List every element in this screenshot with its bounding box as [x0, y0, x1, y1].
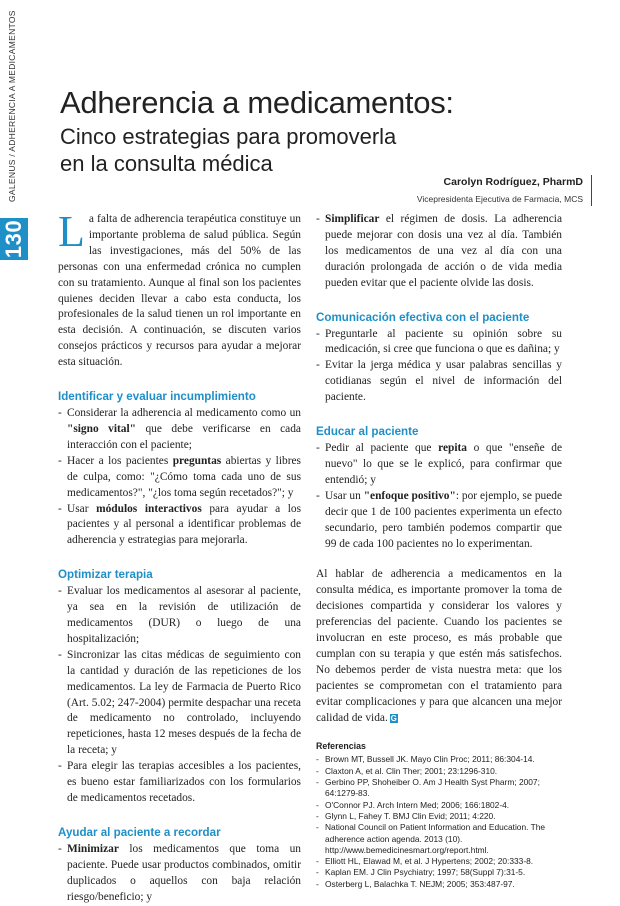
references-list — [316, 754, 562, 890]
reference-item: - Claxton A, et al. Clin Ther; 2001; 23:1296-310. — [316, 765, 498, 776]
intro-paragraph: La falta de adherencia terapéutica constituye un importante problema de salud pública. Según las investigaciones, más del 50% de las personas con una enfermedad crónica no cumplen con su tratamiento. Aunque al final son los pacientes quienes deciden llevar a cabo esta conducta, los profesionales de la salud tienen un rol importante en esta decisión. A continuación, se discuten varios consejos prácticos y recursos para ayudar a mejorar esta situación. — [58, 207, 301, 369]
page-number: 130 — [1, 219, 26, 259]
reference-item: - Osterberg L, Balachka T. NEJM; 2005; 353:487-97. — [316, 878, 515, 889]
list-item: - Evitar la jerga médica y usar palabras sencillas y cotidianas según el nivel de información del paciente. — [316, 359, 562, 404]
optimize-list — [58, 584, 301, 807]
list-item: - Evaluar los medicamentos al asesorar al paciente, ya sea en la revisión de utilización de medicamentos (DUR) o luego de una hospitalización; — [58, 585, 301, 645]
list-item: - Usar módulos interactivos para ayudar a los pacientes y al personal a identificar problemas de adherencia y estrategias para mejorarla. — [58, 502, 302, 547]
closing-paragraph: Al hablar de adherencia a medicamentos en la consulta médica, es importante promover la toma de decisiones compartida y considerar los valores y preferencias del paciente. Cuando los pacientes se involucran en este proceso, es más probable que cumplan con su terapia y que estén más satisfechos. No debemos perder de vista nuestra meta: que los pacientes se comprometan con el tratamiento para evitar complicaciones y para que alcancen una mejor calidad de vida. G — [316, 568, 562, 724]
byline — [417, 175, 592, 206]
author-affiliation: Vicepresidenta Ejecutiva de Farmacia, MCS — [416, 194, 583, 204]
reference-item: - National Council on Patient Information and Education. The adherence action agenda. 2013 (10). http://www.bemedicinesmart.org/report.html. — [316, 822, 546, 855]
reference-item: - Gerbino PP, Shoheiber O. Am J Health Syst Pharm; 2007; 64:1279-83. — [316, 777, 540, 799]
section-heading-educate: Educar al paciente — [316, 425, 419, 439]
section-heading-optimize: Optimizar terapia — [58, 568, 153, 582]
list-item: - Para elegir las terapias accesibles a los pacientes, es bueno estar familiarizados con los formularios de medicamentos recetados. — [58, 760, 301, 804]
reference-item: - Brown MT, Bussell JK. Mayo Clin Proc; 2011; 86:304-14. — [316, 754, 535, 765]
list-item: - Sincronizar las citas médicas de seguimiento con la cantidad y duración de las repeticiones de los medicamentos. La ley de Farmacia de Puerto Rico (Art. 5.02; 247-2004) permite despachar una receta de medicamento no controlado, incluyendo repeticiones, hasta 12 meses después de la fecha de la receta; y — [58, 648, 301, 757]
list-item: - Considerar la adherencia al medicamento como un "signo vital" que debe verificarse en cada interacción con el paciente; — [58, 407, 301, 451]
list-item: - Usar un "enfoque positivo": por ejemplo, se puede decir que 1 de 100 pacientes experimenta un efecto secundario, pero también podemos compartir que 99 de cada 100 pacientes no lo experimentan. — [316, 489, 563, 550]
references-heading: Referencias — [316, 741, 366, 752]
list-item: - Hacer a los pacientes preguntas abiertas y libres de culpa, como: "¿Cómo toma cada uno de sus medicamentos?", "¿los toma según recetados?"; y — [58, 454, 301, 499]
list-item: - Pedir al paciente que repita o que "enseñe de nuevo" lo que se le explicó, para confirmar que entendió; y — [316, 442, 562, 486]
communicate-list — [316, 327, 562, 407]
list-item: - Minimizar los medicamentos que toma un paciente. Puede usar productos combinados, omitir duplicados o aquellos con baja relación riesgo/beneficio; y — [58, 842, 301, 903]
reference-item: - O'Connor PJ. Arch Intern Med; 2006; 166:1802-4. — [316, 799, 510, 810]
help-list — [58, 842, 301, 906]
reference-item: - Kaplan EM. J Clin Psychiatry; 1997; 58(Suppl 7):31-5. — [316, 867, 526, 878]
section-heading-help: Ayudar al paciente a recordar — [58, 825, 221, 839]
author-name: Carolyn Rodríguez, PharmD — [443, 176, 583, 188]
list-item: - Preguntarle al paciente su opinión sobre su medicación, si cree que funciona o que es dañina; y — [316, 327, 562, 356]
reference-item: - Glynn L, Fahey T. BMJ Clin Evid; 2011; 4:220. — [316, 810, 496, 821]
help-list-continued — [316, 212, 562, 292]
reference-item: - Elliott HL, Elawad M, et al. J Hypertens; 2002; 20:333-8. — [316, 856, 534, 867]
list-item: - Simplificar el régimen de dosis. La adherencia puede mejorar con dosis una vez al día. También los medicamentos de una vez al día con una duración prolongada de acción o de vida media pueden evitar que el paciente olvide las dosis. — [316, 213, 562, 289]
identify-list — [58, 406, 301, 549]
educate-list — [316, 441, 562, 552]
drop-cap: L — [58, 207, 85, 256]
article-subtitle: Cinco estrategias para promoverla en la consulta médica — [60, 124, 397, 176]
section-heading-communicate: Comunicación efectiva con el paciente — [316, 310, 530, 324]
article-title: Adherencia a medicamentos: — [60, 85, 454, 120]
end-of-article-mark: G — [390, 713, 397, 723]
section-heading-identify: Identificar y evaluar incumplimiento — [58, 390, 256, 404]
right-column — [316, 212, 562, 890]
